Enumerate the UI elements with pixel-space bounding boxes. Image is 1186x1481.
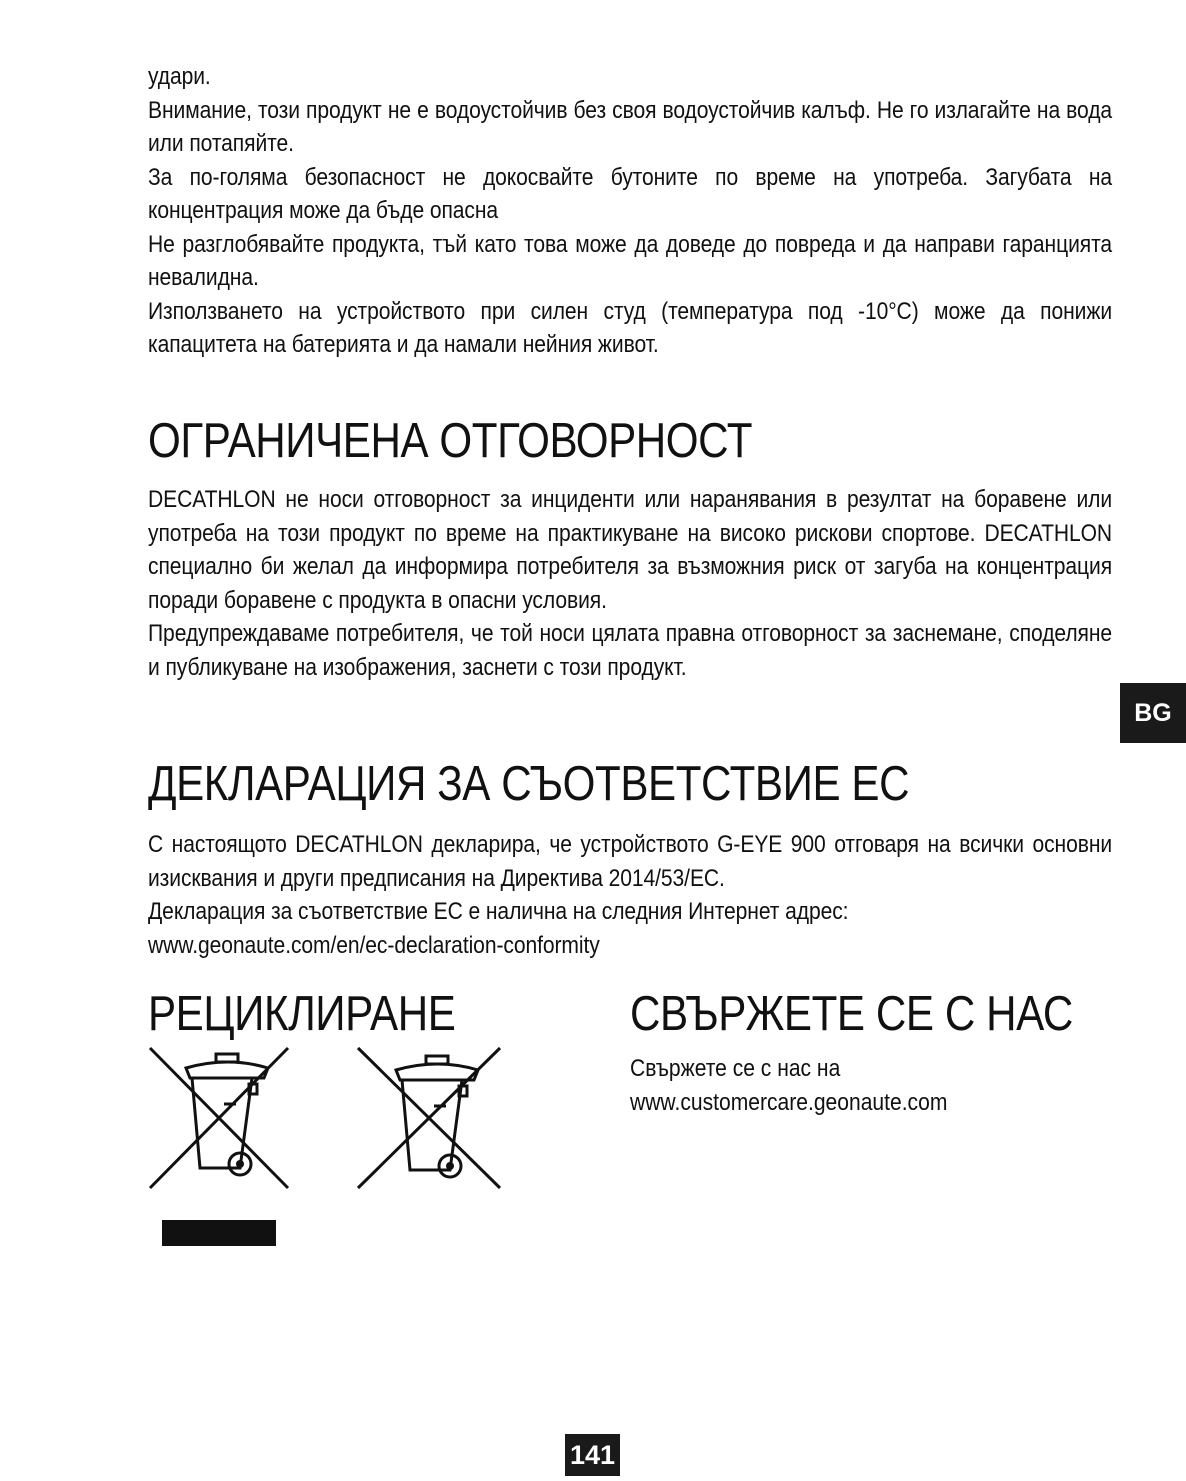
liability-heading: ОГРАНИЧЕНА ОТГОВОРНОСТ <box>148 414 753 468</box>
declaration-section <box>148 756 1112 812</box>
declaration-availability: Декларация за съответствие ЕС е налична на следния Интернет адрес: <box>148 898 849 925</box>
contact-line: Свържете се с нас на <box>630 1055 841 1082</box>
declaration-url[interactable]: www.geonaute.com/en/ec-declaration-conformity <box>148 931 600 959</box>
cold-warning: Използването на устройството при силен студ (температура под -10°C) може да понижи капацитета на батерията и да намали нейния живот. <box>148 297 1113 358</box>
liability-body <box>148 483 1112 684</box>
buttons-warning: За по-голяма безопасност не докосвайте бутоните по време на употреба. Загубата на концентрация може да бъде опасна <box>148 163 1113 224</box>
contact-url[interactable]: www.customercare.geonaute.com <box>630 1089 948 1116</box>
crossed-out-wheelie-bin-icon <box>356 1046 506 1190</box>
recycling-section <box>148 986 505 1042</box>
top-section <box>148 60 1112 362</box>
declaration-body <box>148 828 1112 962</box>
waterproof-warning: Внимание, този продукт не е водоустойчив без своя водоустойчив калъф. Не го излагайте на вода или потапяйте. <box>148 96 1113 157</box>
liability-paragraph: DECATHLON не носи отговорност за инциденти или наранявания в резултат на боравене или употреба на този продукт по време на практикуване на високо рискови спортове. DECATHLON специално би желал да информира потребителя за възможния риск от загуба на концентрация поради боравене с продукта в опасни условия. <box>148 486 1113 614</box>
liability-paragraph-2: Предупреждаваме потребителя, че той носи цялата правна отговорност за заснемане, споделяне и публикуване на изображения, заснети с този продукт. <box>148 620 1113 681</box>
recycling-heading: РЕЦИКЛИРАНЕ <box>148 987 456 1041</box>
disassembly-warning: Не разглобявайте продукта, тъй като това може да доведе до повреда и да направи гаранцията невалидна. <box>148 230 1113 291</box>
text-line: удари. <box>148 63 211 90</box>
marking-bar <box>162 1220 276 1246</box>
declaration-heading: ДЕКЛАРАЦИЯ ЗА СЪОТВЕТСТВИЕ ЕС <box>148 757 910 811</box>
page-number: 141 <box>565 1434 620 1476</box>
liability-section <box>148 413 1112 469</box>
language-tab: BG <box>1120 683 1186 743</box>
contact-heading: СВЪРЖЕТЕ СЕ С НАС <box>630 987 1073 1041</box>
crossed-out-wheelie-bin-icon <box>148 1046 293 1190</box>
contact-section <box>630 986 1145 1042</box>
declaration-paragraph: С настоящото DECATHLON декларира, че устройството G-EYE 900 отговаря на всички основни изисквания и други предписания на Директива 2014/53/ЕС. <box>148 831 1113 892</box>
